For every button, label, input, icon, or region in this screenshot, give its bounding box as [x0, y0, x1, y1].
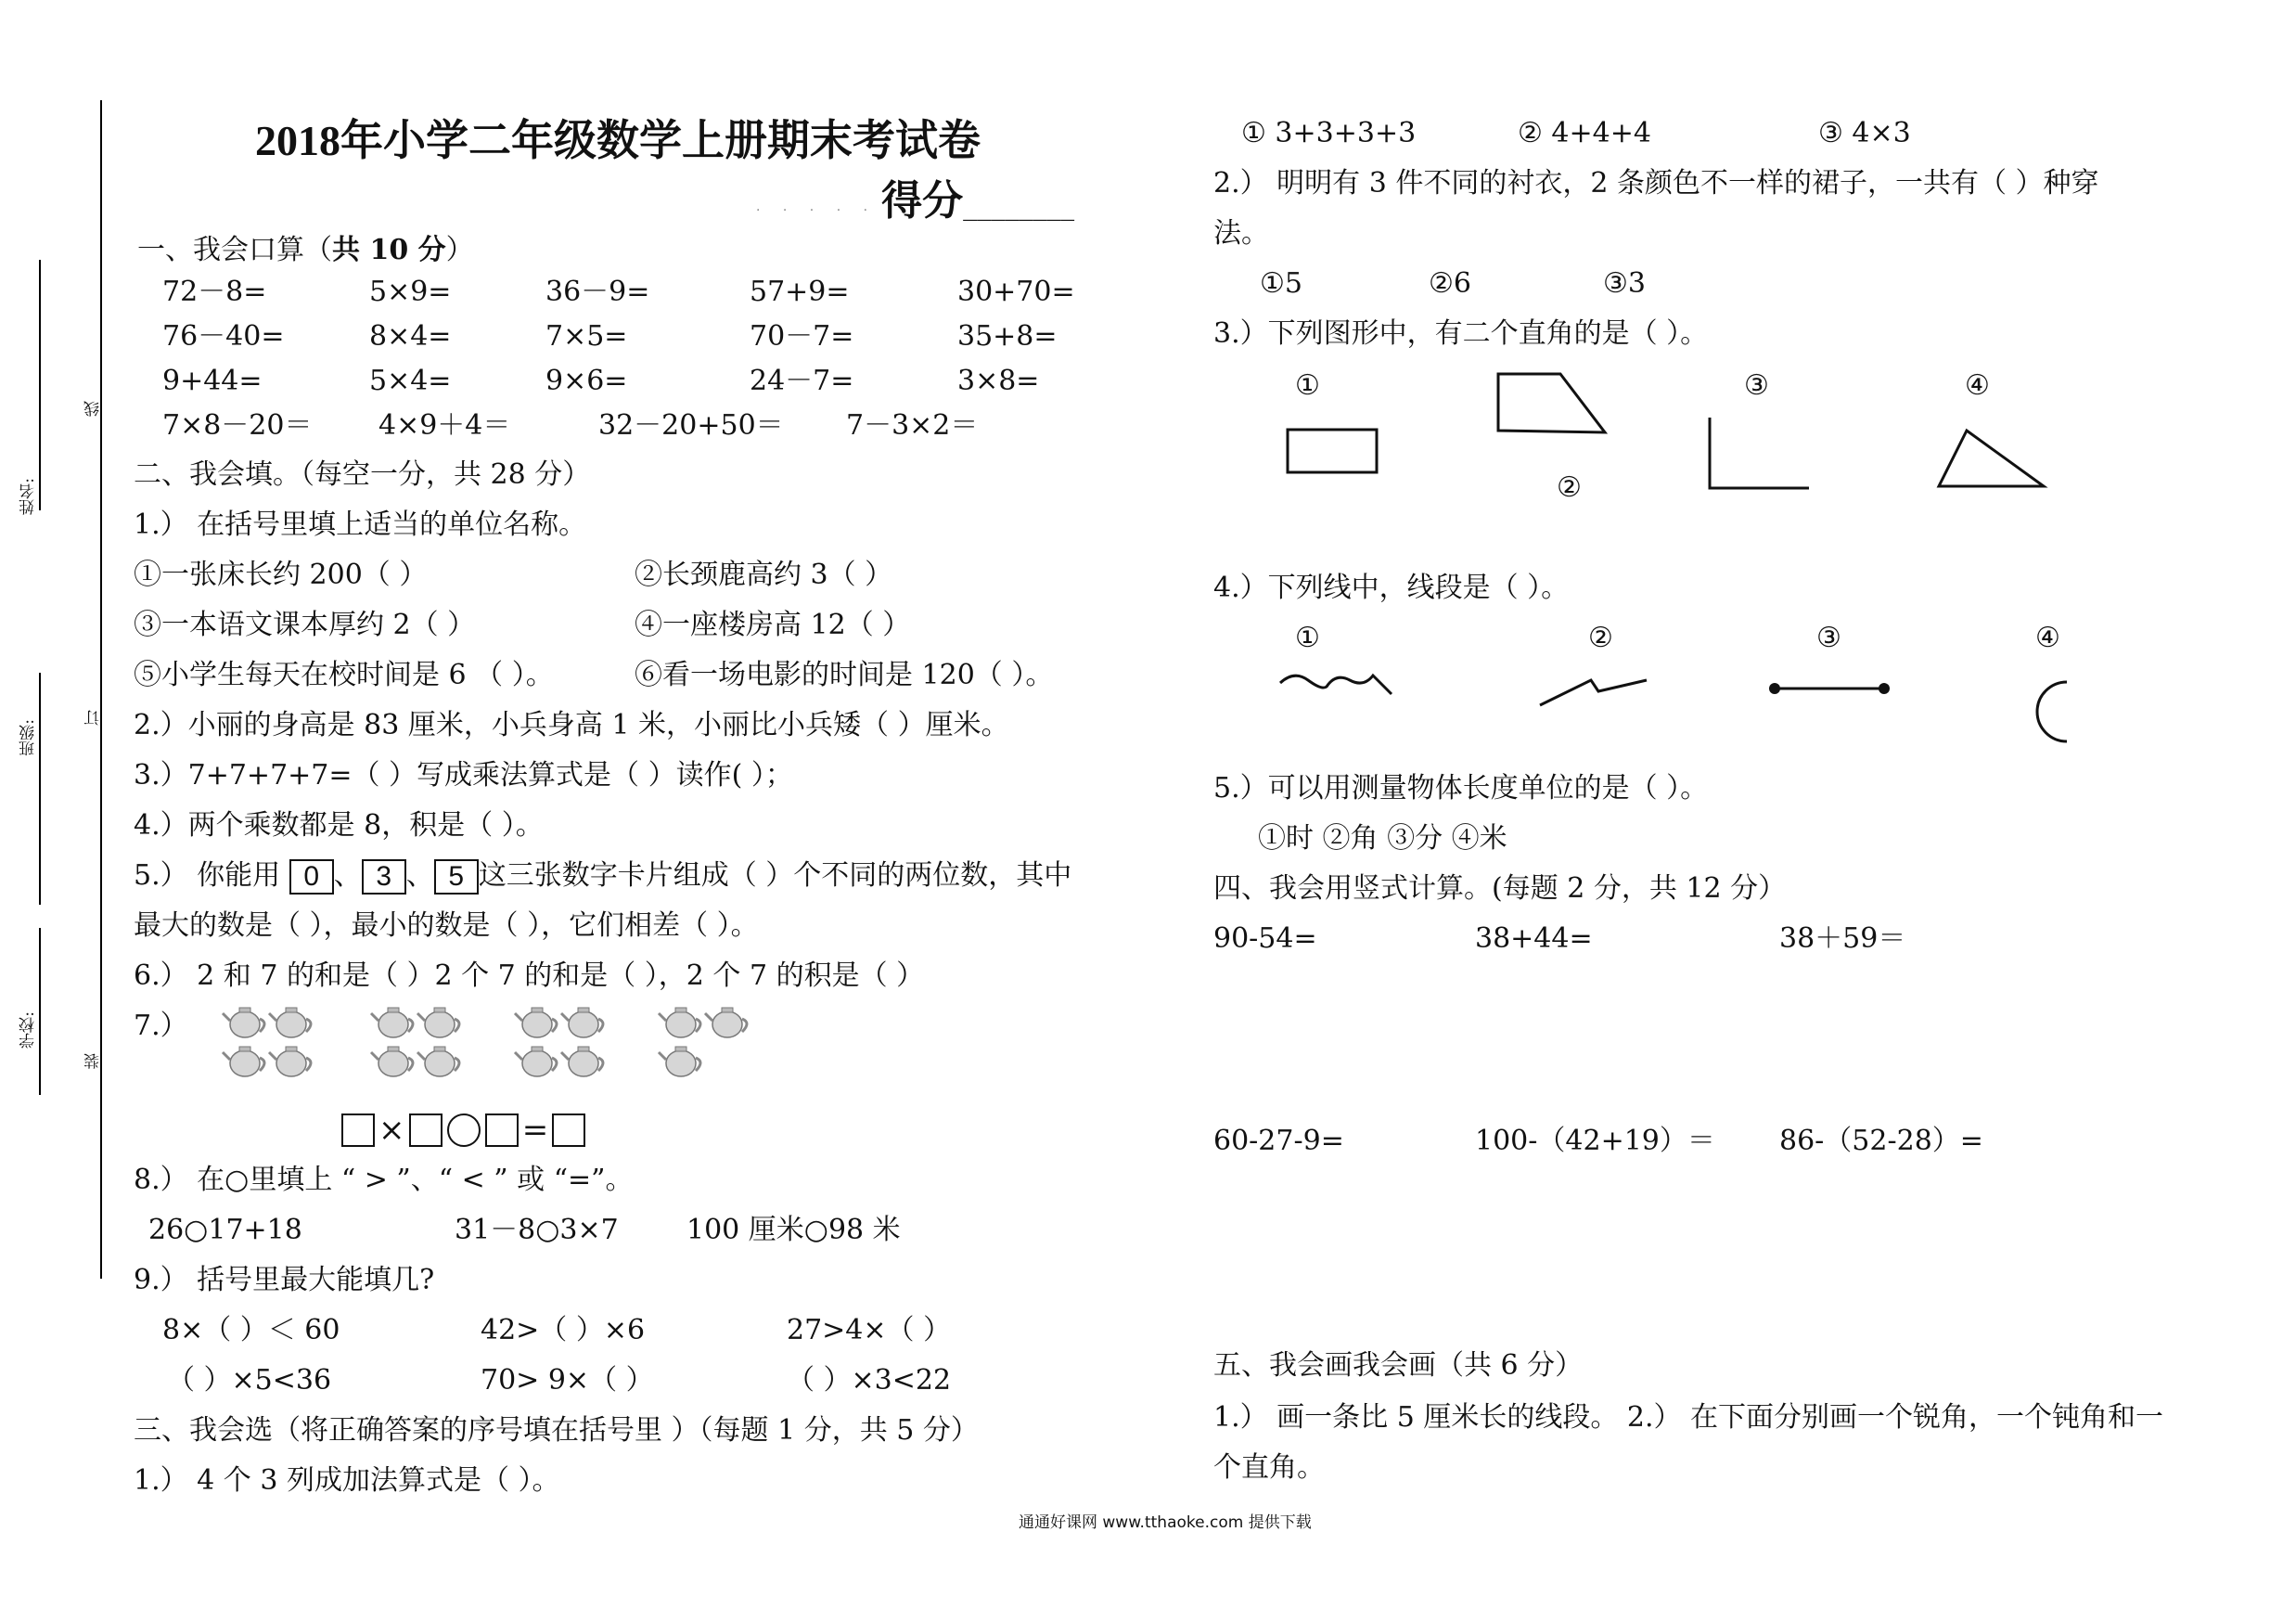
line-label: ④ — [2035, 622, 2060, 654]
sec5-heading: 五、我会画我会画（共 6 分） — [1213, 1349, 1584, 1382]
vertical-calc: 60-27-9= — [1213, 1125, 1344, 1157]
vertical-calc: 38+44= — [1475, 922, 1593, 955]
segment-endpoint — [1769, 683, 1780, 694]
fill-item: 27>4×（ ） — [787, 1314, 952, 1346]
sec3-q2: 2.） 明明有 3 件不同的衬衣，2 条颜色不一样的裙子，一共有（ ）种穿 — [1213, 167, 2099, 200]
choice-option: ①5 — [1260, 267, 1302, 300]
sec3-heading: 三、我会选（将正确答案的序号填在括号里 ）（每题 1 分，共 5 分） — [134, 1414, 979, 1447]
sec5-line2: 个直角。 — [1213, 1451, 1325, 1484]
unit-item: ①一张床长约 200（ ） — [134, 559, 428, 591]
calc-item: 4×9＋4＝ — [378, 409, 511, 442]
digit-card: 5 — [434, 859, 479, 895]
calc-item: 9×6= — [545, 365, 628, 397]
shape-label: ② — [1557, 471, 1582, 504]
sec4-heading: 四、我会用竖式计算。(每题 2 分，共 12 分） — [1213, 872, 1787, 905]
line-label: ② — [1588, 622, 1613, 654]
digit-card: 3 — [362, 859, 406, 895]
zigzag-line — [1540, 680, 1647, 705]
name-label: 姓名: — [19, 478, 38, 515]
shape-label: ① — [1295, 369, 1320, 402]
sec2-q2: 2.）小丽的身高是 83 厘米，小兵身高 1 米，小丽比小兵矮（ ）厘米。 — [134, 709, 1009, 741]
digit-card: 0 — [289, 859, 334, 895]
sec2-q7: 7.） — [134, 1010, 188, 1042]
calc-item: 35+8= — [957, 320, 1058, 353]
score-blank: ________ — [963, 189, 1075, 222]
curve-line — [1280, 676, 1392, 694]
sec3-q5: 5.）可以用测量物体长度单位的是（ ）。 — [1213, 772, 1709, 805]
line-label: ① — [1295, 622, 1320, 654]
calc-item: 3×8= — [957, 365, 1040, 397]
vertical-calc: 38＋59＝ — [1779, 922, 1906, 955]
page-title: 2018年小学二年级数学上册期末考试卷 — [255, 117, 981, 164]
sec3-q3: 3.）下列图形中，有二个直角的是（ ）。 — [1213, 317, 1709, 350]
vertical-calc: 100-（42+19）＝ — [1475, 1125, 1715, 1157]
fill-item: 70> 9×（ ） — [481, 1364, 654, 1397]
line-label: ③ — [1816, 622, 1841, 654]
sec2-q3: 3.）7+7+7+7=（ ）写成乘法算式是（ ）读作( ）； — [134, 759, 793, 792]
trapezoid-shape — [1498, 374, 1605, 432]
sec5-line1: 1.） 画一条比 5 厘米长的线段。 2.） 在下面分别画一个锐角，一个钝角和一 — [1213, 1401, 2164, 1434]
triangle-shape — [1939, 431, 2044, 486]
sec2-q5-line2: 最大的数是（ ），最小的数是（ ），它们相差（ ）。 — [134, 909, 759, 942]
calc-item: 57+9= — [750, 276, 850, 308]
binding-zhuang: 装 — [84, 1053, 103, 1069]
calc-item: 30+70= — [957, 276, 1075, 308]
vertical-calc: 86-（52-28）= — [1779, 1125, 1983, 1157]
sec3-q2-line2: 法。 — [1213, 217, 1269, 250]
fill-item: （ ）×5<36 — [167, 1364, 332, 1397]
fill-item: 8×（ ）＜ 60 — [162, 1314, 340, 1346]
segment-endpoint — [1879, 683, 1890, 694]
compare-item: 26○17+18 — [148, 1214, 302, 1246]
sec2-heading: 二、我会填。（每空一分，共 28 分） — [134, 458, 591, 491]
calc-item: 7－3×2＝ — [846, 409, 979, 442]
choice-option: ③ 4×3 — [1818, 117, 1911, 149]
calc-item: 9+44= — [162, 365, 263, 397]
school-label: 学校: — [19, 1011, 38, 1049]
sec2-q6: 6.） 2 和 7 的和是（ ）2 个 7 的和是（ ），2 个 7 的积是（ ） — [134, 959, 925, 992]
fill-item: 42>（ ）×6 — [481, 1314, 646, 1346]
sec3-q4: 4.）下列线中，线段是（ ）。 — [1213, 572, 1570, 604]
choice-option: ① 3+3+3+3 — [1241, 117, 1417, 149]
shape-label: ③ — [1744, 369, 1769, 402]
q7-equation: × = — [341, 1112, 585, 1149]
right-angle-shape — [1710, 418, 1809, 488]
calc-item: 24－7= — [750, 365, 854, 397]
class-label: 班级: — [19, 719, 38, 756]
calc-item: 76－40= — [162, 320, 285, 353]
sec2-q9: 9.） 括号里最大能填几? — [134, 1264, 435, 1296]
choice-option: ② 4+4+4 — [1518, 117, 1651, 149]
fill-item: （ ）×3<22 — [787, 1364, 952, 1397]
sec2-q4: 4.）两个乘数都是 8，积是（ ）。 — [134, 809, 544, 842]
unit-item: ⑤小学生每天在校时间是 6 （ ）。 — [134, 659, 554, 691]
sec2-q8: 8.） 在○里填上 “ > ”、“ < ” 或 “=”。 — [134, 1164, 634, 1196]
compare-item: 100 厘米○98 米 — [686, 1214, 901, 1246]
calc-item: 7×5= — [545, 320, 628, 353]
sec1-heading: 一、我会口算（共 10 分） — [137, 234, 474, 266]
sec2-q5: 5.） 你能用 0 、 3 、 5 这三张数字卡片组成（ ）个不同的两位数，其中 — [134, 857, 1071, 895]
calc-item: 7×8－20＝ — [162, 409, 313, 442]
shape-label: ④ — [1965, 369, 1990, 402]
calc-item: 32－20+50＝ — [598, 409, 784, 442]
sec2-q1: 1.） 在括号里填上适当的单位名称。 — [134, 508, 587, 541]
sec3-q5-options: ①时 ②角 ③分 ④米 — [1258, 822, 1507, 855]
score-label: 得分 — [881, 177, 964, 225]
unit-item: ③一本语文课本厚约 2（ ） — [134, 609, 476, 641]
calc-item: 70－7= — [750, 320, 854, 353]
binding-xian: 线 — [84, 401, 103, 417]
sec3-q1: 1.） 4 个 3 列成加法算式是（ ）。 — [134, 1464, 560, 1497]
calc-item: 72－8= — [162, 276, 267, 308]
calc-item: 8×4= — [369, 320, 452, 353]
unit-item: ②长颈鹿高约 3（ ） — [635, 559, 893, 591]
score-line: · · · · · 得分________ — [756, 177, 1075, 225]
vertical-calc: 90-54= — [1213, 922, 1317, 955]
rectangle-shape — [1288, 430, 1377, 472]
calc-item: 5×9= — [369, 276, 452, 308]
choice-option: ③3 — [1603, 267, 1646, 300]
binding-ding: 订 — [84, 710, 103, 726]
compare-item: 31－8○3×7 — [455, 1214, 619, 1246]
calc-item: 5×4= — [369, 365, 452, 397]
unit-item: ⑥看一场电影的时间是 120（ ）。 — [635, 659, 1054, 691]
calc-item: 36－9= — [545, 276, 650, 308]
unit-item: ④一座楼房高 12（ ） — [635, 609, 911, 641]
arc-line — [2037, 682, 2067, 741]
choice-option: ②6 — [1429, 267, 1471, 300]
footer-credit: 通通好课网 www.tthaoke.com 提供下载 — [1019, 1513, 1312, 1532]
